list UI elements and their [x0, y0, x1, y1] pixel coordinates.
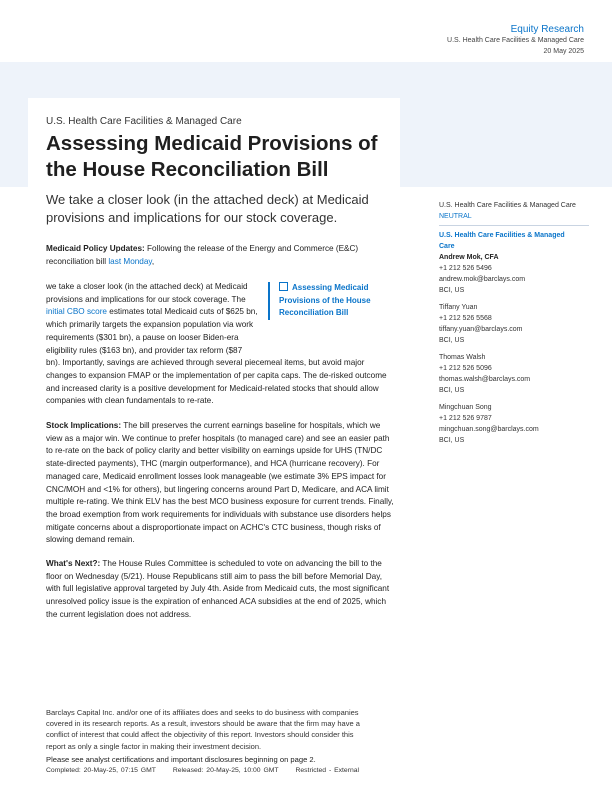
text-line: The bill preserves the current earnings baseline for hospitals, which we: [121, 421, 381, 430]
released-time: Released: 20-May-25, 10:00 GMT: [172, 767, 279, 774]
document-icon: [279, 282, 288, 291]
analyst-email[interactable]: tiffany.yuan@barclays.com: [439, 326, 523, 333]
text-line: managed care, Medicaid enrollment losses look manageable (we estimate 3% EPS impact for: [46, 471, 386, 481]
text-line: reconciliation bill: [46, 256, 109, 266]
analyst-entity: BCI, US: [439, 437, 465, 444]
stock-implications-paragraph: [46, 420, 408, 547]
text-line: and increased clarity is a positive development for Medicaid-related stocks that should allow: [46, 383, 379, 393]
team-name: U.S. Health Care Facilities & Managed: [439, 232, 565, 239]
rating-badge: NEUTRAL: [439, 213, 472, 220]
analyst-name: Mingchuan Song: [439, 404, 492, 411]
text-line: multiple re-rating. We think ELV has the best MCO business exposure for current trends. Finally,: [46, 497, 394, 507]
analyst-phone: +1 212 526 5496: [439, 265, 492, 272]
text-line: CNC/MOH and <1% for others), but lingering concerns around Part D, Medicare, and ACA limit: [46, 484, 389, 494]
text-line: ,: [151, 256, 155, 266]
text-line: state-directed payments), THC (margin outperformance), and HCA (hurricane recovery). For: [46, 459, 380, 469]
analyst-phone: +1 212 526 5568: [439, 315, 492, 322]
analyst-entity: BCI, US: [439, 387, 465, 394]
report-subcategory: U.S. Health Care Facilities & Managed Care: [447, 37, 584, 44]
text-line: companies with clean fundamentals to re-rate.: [46, 396, 214, 406]
analyst-name: Andrew Mok, CFA: [439, 254, 499, 261]
text-line: Following the release of the Energy and Commerce (E&C): [144, 244, 359, 253]
certifications-note: Please see analyst certifications and important disclosures beginning on page 2.: [46, 755, 316, 764]
page-title: [46, 131, 396, 183]
last-monday-link[interactable]: last Monday: [108, 256, 152, 266]
text-line: which primarily targets the expansion population via work: [46, 320, 254, 330]
text-line: report as only a single factor in making their investment decision.: [46, 741, 262, 751]
text-line: conflict of interest that could affect the objectivity of this report. Investors should consider this: [46, 730, 354, 740]
text-line: bn). Importantly, savings are achieved through several piecemeal items, but avoid major: [46, 358, 365, 368]
paragraph-label: Stock Implications:: [46, 421, 122, 430]
policy-updates-paragraph: [46, 243, 406, 268]
team-name: Care: [439, 243, 455, 250]
analyst-email[interactable]: thomas.walsh@barclays.com: [439, 376, 531, 383]
whats-next-paragraph: [46, 558, 406, 622]
text-line: eligibility rules ($163 bn), and provider tax reform ($87: [46, 345, 243, 355]
text-line: the current legislation does not address.: [46, 609, 192, 619]
analyst-email[interactable]: andrew.mok@barclays.com: [439, 276, 526, 283]
title-line: the House Reconciliation Bill: [46, 158, 329, 181]
title-line: Assessing Medicaid Provisions of: [46, 132, 378, 155]
callout-line: Reconciliation Bill: [279, 308, 349, 317]
text-line: mitigate concerns about a disproportionate impact on ACHC's CTC business, though risks of: [46, 522, 381, 532]
text-line: view as a major win. We continue to prefer hospitals (to managed care) and see an easier path: [46, 433, 390, 443]
sidebar: [439, 200, 589, 446]
text-line: slowing demand remain.: [46, 535, 135, 545]
paragraph-label: Medicaid Policy Updates:: [46, 244, 145, 253]
sector-label: U.S. Health Care Facilities & Managed Care: [46, 116, 242, 127]
callout-line: Assessing Medicaid: [292, 283, 369, 292]
deck-callout-link[interactable]: [268, 282, 389, 320]
text-line: with full legislative approval targeted by July 4th. Aside from Medicaid cuts, the most significant: [46, 584, 390, 594]
divider: [439, 225, 589, 226]
analyst-block: [439, 352, 589, 396]
callout-line: Provisions of the House: [279, 295, 371, 305]
report-date: 20 May 2025: [543, 48, 584, 55]
sidebar-sector: U.S. Health Care Facilities & Managed Care: [439, 202, 576, 209]
text-line: estimates total Medicaid cuts of $625 bn,: [106, 307, 258, 317]
text-line: Barclays Capital Inc. and/or one of its affiliates does and seeks to do business with companies: [46, 708, 359, 717]
text-line: The House Rules Committee is scheduled to vote on advancing the bill to the: [100, 559, 382, 568]
text-line: floor on Wednesday (5/21). House Republicans still aim to pass the bill before Memorial Day,: [46, 571, 382, 581]
analyst-block: [439, 402, 589, 446]
page-subtitle: [46, 191, 386, 227]
subtitle-line: provisions and implications for our stock coverage.: [46, 210, 338, 225]
report-category: Equity Research: [510, 24, 584, 35]
disclaimer: [46, 707, 406, 752]
text-line: to re-rate on the back of policy clarity and better visibility on earnings upside for UHS (TN/DC: [46, 446, 383, 456]
paragraph-label: What's Next?:: [46, 559, 101, 568]
analyst-block: [439, 302, 589, 346]
footer: [46, 767, 373, 774]
text-line: the broad exemption from work requirements for individuals with substance use disorders helps: [46, 509, 391, 519]
analyst-entity: BCI, US: [439, 337, 465, 344]
completed-time: Completed: 20-May-25, 07:15 GMT: [46, 767, 156, 774]
text-line: covered in its research reports. As a result, investors should be aware that the firm may have a: [46, 719, 360, 729]
text-line: changes to expansion FMAP or the implementation of per capita caps. The de-risked outcome: [46, 370, 387, 380]
subtitle-line: We take a closer look (in the attached deck) at Medicaid: [46, 192, 369, 207]
text-line: unresolved policy issue is the expiration of enhanced ACA subsidies at the end of 2025, which: [46, 597, 386, 607]
analyst-name: Thomas Walsh: [439, 354, 486, 361]
cbo-score-link[interactable]: initial CBO score: [46, 307, 107, 317]
analyst-phone: +1 212 526 9787: [439, 415, 492, 422]
text-line: requirements ($301 bn), a pause on looser Biden-era: [46, 332, 239, 342]
text-line: provisions and implications for our stock coverage. The: [46, 294, 246, 304]
analyst-block: [439, 252, 589, 296]
analyst-phone: +1 212 526 5096: [439, 365, 492, 372]
analyst-name: Tiffany Yuan: [439, 304, 478, 311]
analyst-email[interactable]: mingchuan.song@barclays.com: [439, 426, 539, 433]
text-line: we take a closer look (in the attached deck) at Medicaid: [46, 282, 248, 291]
analyst-entity: BCI, US: [439, 287, 465, 294]
restriction-label: Restricted - External: [295, 767, 360, 774]
